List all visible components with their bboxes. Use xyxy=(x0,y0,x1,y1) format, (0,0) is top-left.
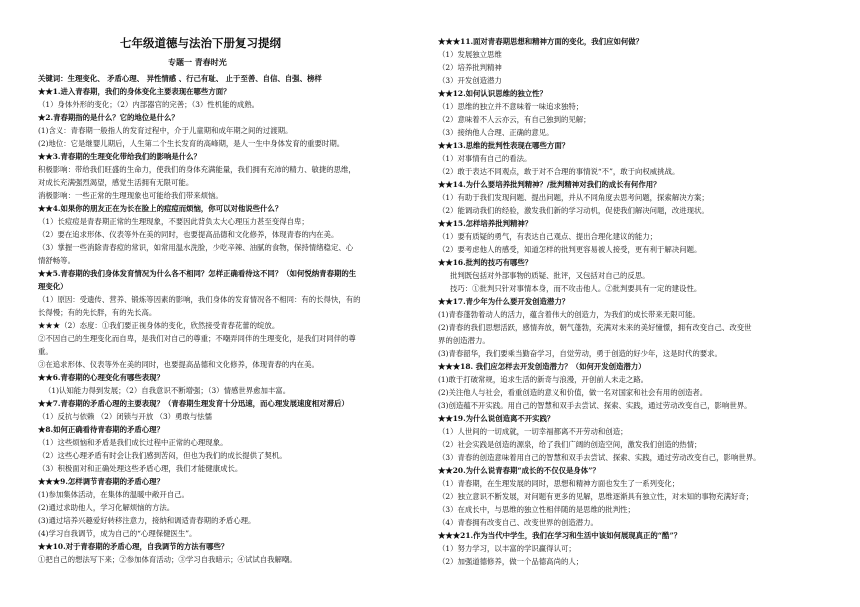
right-line-6: （2）意味着不人云亦云，有自己独到的见解； xyxy=(438,115,591,124)
left-line-25: ★★6.青春期的心理变化有哪些表现？ xyxy=(38,373,164,382)
right-line-27: (2)关注他人与社会，看重创造的意义和价值，做一名对国家和社会有用的创造者。 xyxy=(438,388,708,397)
right-line-34: （1）青春期，在生理发展的同时，思想和精神方面也发生了一系列变化； xyxy=(438,479,680,488)
right-line-4: ★★12.如何认识思维的独立性？ xyxy=(438,89,547,98)
left-line-6: (1)含义：青春期一般指人的发育过程中，介于儿童期和成年期之间的过渡期。 xyxy=(38,126,293,135)
right-line-35: （2）独立意识不断发展，对问题有更多的见解，思维逐渐具有独立性，对未知的事物充满好奇； xyxy=(438,492,754,501)
left-line-36: (3)通过培养兴趣爱好转移注意力，接纳和调适青春期的矛盾心理。 xyxy=(38,516,256,525)
left-line-3: ★★1.进入青春期，我们的身体变化主要表现在哪些方面？ xyxy=(38,87,231,96)
right-line-19: 技巧：①批判只针对事情本身，而不攻击他人。②批判要具有一定的建设性。 xyxy=(450,284,702,293)
left-line-8: ★★3.青春期的生理变化带给我们的影响是什么？ xyxy=(38,152,201,161)
right-line-18: 批判既包括对外部事物的质疑、批评，又包括对自己的反思。 xyxy=(450,271,650,280)
right-line-12: （1）有助于我们发现问题、提出问题，并从不同角度去思考问题，探索解决方案； xyxy=(438,193,709,202)
right-line-29: ★★19.为什么说创造离不开实践？ xyxy=(438,414,555,423)
right-line-28: (3)创造蕴不开实践。用自己的智慧和双手去尝试、探索、实践，通过劳动改变自己，影响世界。 xyxy=(438,401,752,410)
right-line-31: （2）社会实践是创造的源泉，给了我们广阔的创造空间，激发我们创造的热情； xyxy=(438,440,702,449)
right-line-15: （1）要有质疑的勇气，有表达自己观点、提出合理化建议的能力； xyxy=(438,232,658,241)
right-line-33: ★★20.为什么说青春期“成长的不仅仅是身体”？ xyxy=(438,466,600,475)
left-line-11: 消极影响：一些正常的生理现象也可能给我们带来烦恼。 xyxy=(38,191,223,200)
left-line-2: 关键词：生理变化、 矛盾心理、 异性情感 、行己有耻、 止于至善、自信、自强、榜样 xyxy=(38,74,322,83)
left-line-27: ★★7.青春期的矛盾心理的主要表现？（青春期生理发育十分迅速，而心理发展速度相对滞后） xyxy=(38,399,349,408)
left-line-31: （2）这些心理矛盾有时会让我们感到苦闷，但也为我们的成长提供了契机。 xyxy=(38,451,287,460)
left-line-4: （1）身体外形的变化；（2）内部器官的完善；（3）性机能的成熟。 xyxy=(38,100,260,109)
left-line-9: 积极影响：带给我们旺盛的生命力，使我们的身体充满能量，我们拥有充沛的精力、敏捷的思维， xyxy=(38,165,356,174)
left-line-39: ①把自己的想法写下来；②参加体育活动；③学习自我暗示；④试试自我解嘲。 xyxy=(38,555,297,564)
right-line-9: （1）对事情有自己的看法。 xyxy=(438,154,532,163)
left-line-5: ★2.青春期指的是什么？它的地位是什么？ xyxy=(38,113,179,122)
left-line-12: ★★4.如果你的朋友正在为长在脸上的痘痘而烦恼，你可以对他说些什么？ xyxy=(38,204,283,213)
right-line-2: （2）培养批判精神 xyxy=(438,63,502,72)
right-line-0: ★★★11.面对青春期思想和精神方面的变化，我们应如何做？ xyxy=(438,37,644,46)
right-line-21: (1)青春蓬勃着动人的活力，蕴含着伟大的创造力，为我们的成长带来无限可能。 xyxy=(438,310,700,319)
right-line-30: （1）人世间的一切成就，一切幸福都离不开劳动和创造； xyxy=(438,427,628,436)
left-line-34: (1)参加集体活动，在集体的温暖中敞开自己。 xyxy=(38,490,189,499)
left-line-22: ②不因自己的生理变化而自卑，是我们对自己的尊重；不嘲弄同伴的生理变化，是我们对同伴的尊 xyxy=(38,334,356,343)
left-line-23: 重。 xyxy=(38,347,53,356)
right-line-38: ★★★21.作为当代中学生，我们在学习和生活中该如何展现真正的“酷”？ xyxy=(438,531,682,540)
left-line-19: （1）原因：受遗传、营养、锻炼等因素的影响，我们身体的发育情况各不相同：有的长得快，有的 xyxy=(38,295,361,304)
left-line-30: （1）这些烦恼和矛盾是我们成长过程中正常的心理现象。 xyxy=(38,438,228,447)
left-line-7: (2)地位：它是继婴儿期后，人生第二个生长发育的高峰期，是人一生中身体发育的重要时期。 xyxy=(38,139,345,148)
right-line-8: ★★13.思维的批判性表现在哪些方面？ xyxy=(438,141,570,150)
right-line-17: ★★16.批判的技巧有哪些？ xyxy=(438,258,533,267)
left-line-10: 对成长充满强烈渴望，感觉生活拥有无限可能。 xyxy=(38,178,194,187)
right-line-5: （1）思维的独立并不意味着一味追求独特； xyxy=(438,102,584,111)
left-line-13: （1）长痘痘是青春期正常的生理现象，不要因此背负太大心理压力甚至变得自卑； xyxy=(38,217,309,226)
right-line-7: （3）接纳他人合理、正确的意见。 xyxy=(438,128,554,137)
right-line-10: （2）敢于表达不同观点，敢于对不合理的事情说“不”，敢于向权威挑战。 xyxy=(438,167,680,176)
right-line-36: （3）在成长中，与思维的独立性相伴随的是思维的批判性； xyxy=(438,505,635,514)
right-line-3: （3）开发创造潜力 xyxy=(438,76,502,85)
right-line-16: （2）要考虑他人的感受，知道怎样的批判更容易被人接受，更有利于解决问题。 xyxy=(438,245,702,254)
left-line-20: 长得慢；有的先长胖，有的先长高。 xyxy=(38,308,157,317)
left-line-1: 专题一 青春时光 xyxy=(168,57,227,67)
left-line-14: （2）要在追求形体、仪表等外在美的同时，也要提高品德和文化修养，体现青春的内在美。 xyxy=(38,230,339,239)
right-line-20: ★★17.青少年为什么要开发创造潜力？ xyxy=(438,297,570,306)
left-line-35: (2)通过求助他人，学习化解烦恼的方法。 xyxy=(38,503,175,512)
left-line-28: （1）反抗与依赖 （2）闭锁与开放 （3）勇敢与怯懦 xyxy=(38,412,213,421)
right-line-24: (3)青春韶华，我们要乘当勤奋学习，自觉劳动，勇于创造的好少年，这是时代的要求。 xyxy=(438,349,722,358)
right-line-39: （1）努力学习，以丰富的学识赢得认可； xyxy=(438,544,576,553)
left-line-16: 情舒畅等。 xyxy=(38,256,75,265)
left-line-0: 七年级道德与法治下册复习提纲 xyxy=(120,36,281,50)
right-line-26: (1)敢于打破常规，追求生活的新奇与浪漫，开创前人未走之路。 xyxy=(438,375,649,384)
right-line-14: ★★15.怎样培养批判精神？ xyxy=(438,219,533,228)
left-line-21: ★★★（2）态度：①我们要正视身体的变化，欣然接受青春花蕾的绽放。 xyxy=(38,321,280,330)
right-line-11: ★★14.为什么要培养批判精神？/批判精神对我们的成长有何作用？ xyxy=(438,180,661,189)
right-line-37: （4）青春拥有改变自己、改变世界的创造潜力。 xyxy=(438,518,598,527)
right-line-40: （2）加强道德修养，做一个品德高尚的人； xyxy=(438,557,584,566)
left-line-32: （3）积极面对和正确处理这些矛盾心理，我们才能健康成长。 xyxy=(38,464,243,473)
left-line-18: 理变化） xyxy=(38,282,68,291)
right-line-25: ★★★18. 我们应怎样去开发创造潜力？（如何开发创造潜力） xyxy=(438,362,646,371)
left-line-15: （3）掌握一些消除青春痘的常识，如常用温水洗脸，少吃辛辣、油腻的食物，保持情绪稳定、心 xyxy=(38,243,354,252)
right-line-1: （1）发展独立思维 xyxy=(438,50,502,59)
left-line-24: ③在追求形体、仪表等外在美的同时，也要提高品德和文化修养，体现青春的内在美。 xyxy=(38,360,319,369)
left-line-37: (4)学习自我调节，成为自己的“心理保健医生”。 xyxy=(38,529,197,538)
right-line-32: （3）青春的创造意味着用自己的智慧和双手去尝试、探索、实践，通过劳动改变自己，影响世界。 xyxy=(438,453,761,462)
right-line-13: （2）能调动我们的经验，激发我们新的学习动机，促使我们解决问题，改进现状。 xyxy=(438,206,709,215)
left-line-29: ★8.如何正确看待青春期的矛盾心理？ xyxy=(38,425,164,434)
left-line-17: ★★5.青春期的我们身体发育情况为什么各不相同？怎样正确看待这不同？（如何悦纳青春期的生 xyxy=(38,269,357,278)
left-line-33: ★★★9.怎样调节青春期的矛盾心理？ xyxy=(38,477,164,486)
left-line-38: ★★10.对于青春期的矛盾心理，自我调节的方法有哪些？ xyxy=(38,542,229,551)
left-line-26: （1)认知能力得到发展；（2）自我意识不断增强；（3）情感世界愈加丰富。 xyxy=(44,386,291,395)
right-line-22: (2)青春的我们思想活跃，感情奔放，朝气蓬勃，充满对未来的美好憧憬，拥有改变自己、改变世 xyxy=(438,323,752,332)
right-line-23: 界的创造潜力。 xyxy=(438,336,490,345)
